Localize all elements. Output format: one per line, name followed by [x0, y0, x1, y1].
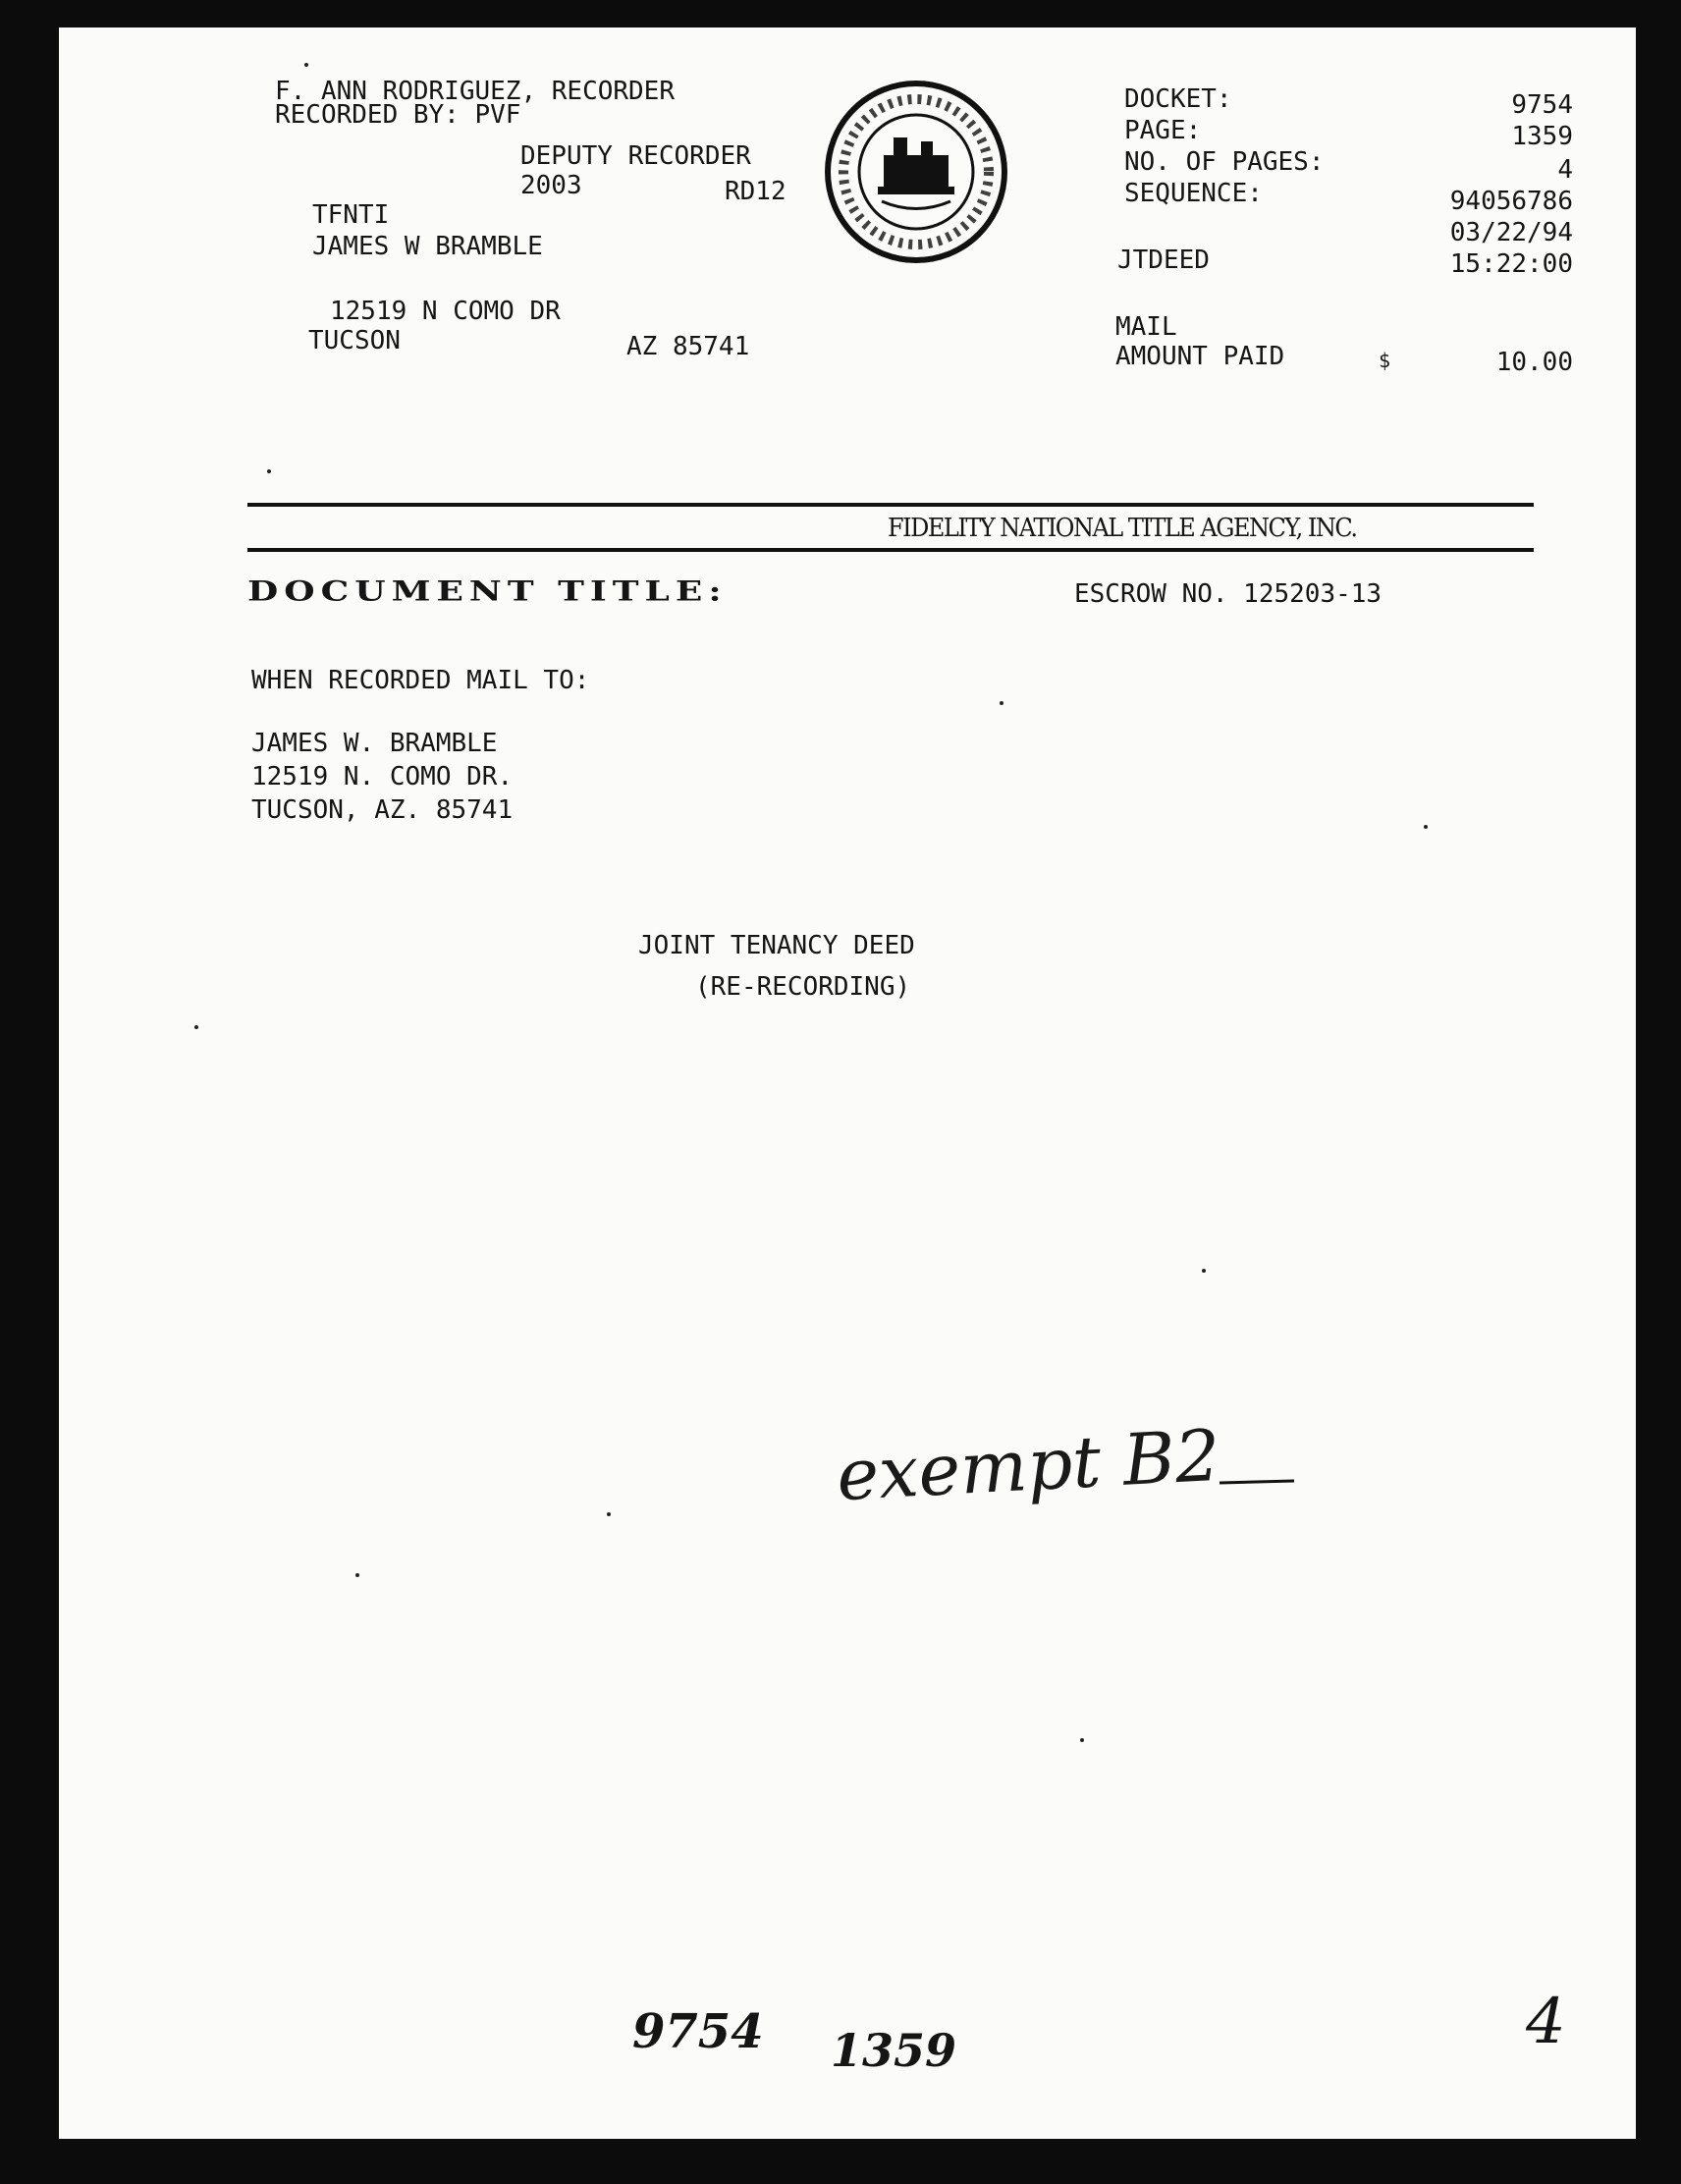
- amount-value: 10.00: [1495, 348, 1573, 377]
- underline-stroke-icon: [1218, 1477, 1296, 1487]
- doc-type: JTDEED: [1117, 246, 1210, 275]
- scan-speck: [1000, 701, 1003, 705]
- grantee-state-zip: AZ 85741: [626, 332, 750, 361]
- mail-label: MAIL: [1115, 312, 1177, 342]
- grantee-street: 12519 N COMO DR: [330, 297, 561, 326]
- sequence-value: 94056786: [1449, 187, 1573, 216]
- mail-to-line-2: 12519 N. COMO DR.: [251, 762, 514, 792]
- recorded-by: RECORDED BY: PVF: [275, 100, 521, 130]
- pages-value: 4: [1557, 155, 1573, 185]
- grantee-city: TUCSON: [308, 326, 401, 355]
- document-title-label: DOCUMENT TITLE:: [247, 574, 728, 608]
- scan-speck: [355, 1573, 359, 1577]
- deputy-recorder: DEPUTY RECORDER: [520, 141, 751, 171]
- handwritten-exempt-note: exempt B2: [835, 1413, 1222, 1517]
- docket-value: 9754: [1511, 90, 1573, 120]
- amount-label: AMOUNT PAID: [1115, 342, 1285, 371]
- currency-symbol: $: [1379, 349, 1391, 372]
- scan-speck: [1080, 1738, 1084, 1742]
- mail-to-label: WHEN RECORDED MAIL TO:: [251, 666, 590, 695]
- scan-speck: [304, 63, 308, 67]
- scan-speck: [607, 1512, 611, 1516]
- grantee-name: JAMES W BRAMBLE: [312, 232, 543, 261]
- scan-speck: [1202, 1269, 1206, 1273]
- recorder-name: F. ANN RODRIGUEZ, RECORDER: [275, 77, 675, 106]
- tenti-label: TFNTI: [312, 200, 390, 230]
- county-seal-icon: [823, 79, 1009, 265]
- page-value: 1359: [1511, 122, 1573, 151]
- handwritten-docket: 9754: [632, 2004, 764, 2059]
- mail-to-line-1: JAMES W. BRAMBLE: [251, 729, 498, 758]
- sequence-label: SEQUENCE:: [1124, 179, 1263, 208]
- top-rule: [247, 503, 1534, 507]
- escrow-number: ESCROW NO. 125203-13: [1074, 579, 1383, 609]
- handwritten-page: 1359: [831, 2024, 957, 2077]
- date-value: 03/22/94: [1449, 218, 1573, 247]
- scan-speck: [1424, 825, 1428, 829]
- bottom-rule: [247, 548, 1534, 552]
- docket-label: DOCKET:: [1124, 84, 1232, 114]
- mail-to-line-3: TUCSON, AZ. 85741: [251, 795, 514, 825]
- time-value: 15:22:00: [1449, 249, 1573, 279]
- document-page: [59, 27, 1636, 2139]
- page-label: PAGE:: [1124, 116, 1202, 145]
- agency-stamp: FIDELITY NATIONAL TITLE AGENCY, INC.: [888, 512, 1357, 543]
- recorder-code-rd12: RD12: [725, 177, 786, 206]
- recorder-code-2003: 2003: [520, 171, 582, 200]
- scan-speck: [194, 1025, 198, 1029]
- handwritten-page-count: 4: [1526, 1986, 1566, 2058]
- pages-label: NO. OF PAGES:: [1124, 147, 1325, 177]
- deed-title: JOINT TENANCY DEED: [638, 931, 915, 960]
- scan-speck: [267, 469, 271, 473]
- deed-subtitle: (RE-RECORDING): [695, 972, 911, 1002]
